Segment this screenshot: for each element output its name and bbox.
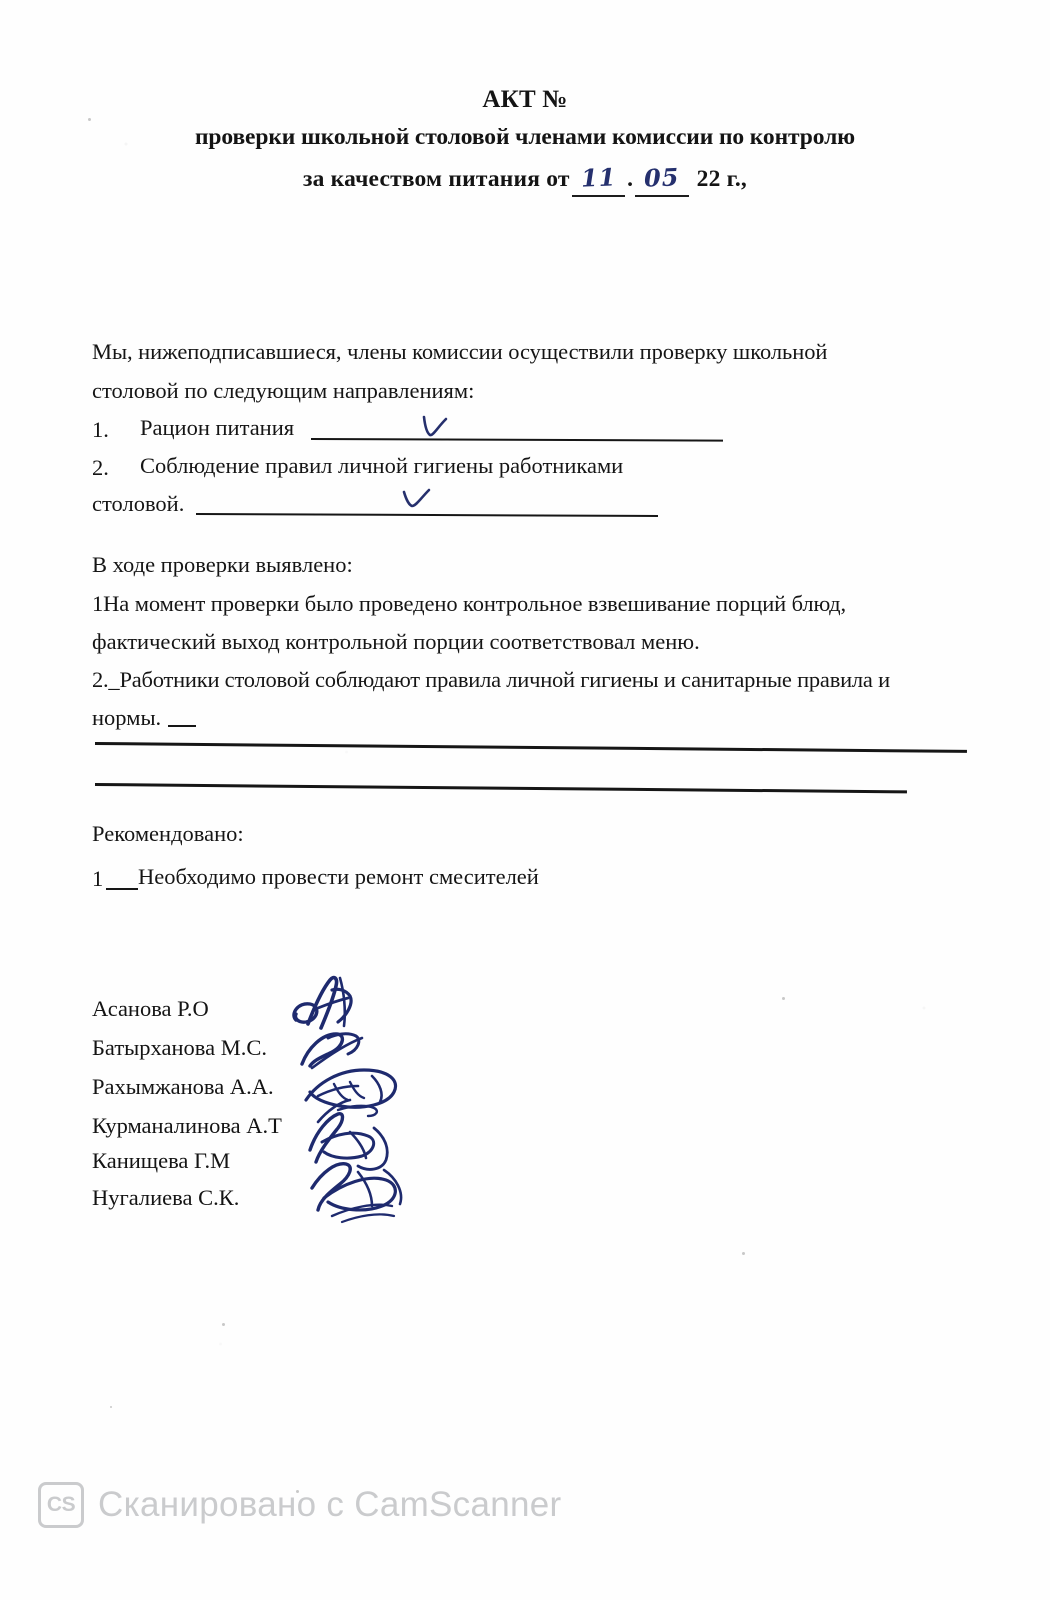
findings-item-1-line-2: фактический выход контрольной порции соответствовал меню. xyxy=(92,629,700,654)
subtitle-prefix: за качеством питания от xyxy=(303,166,570,192)
scan-speckle xyxy=(88,118,91,121)
findings-heading: В ходе проверки выявлено: xyxy=(92,552,353,577)
document-subtitle-line1: проверки школьной столовой членами комиссии по контролю xyxy=(194,124,856,150)
direction-1-number: 1. xyxy=(92,417,109,442)
findings-item-2-line-2: нормы. xyxy=(92,705,162,730)
direction-1-label: Рацион питания xyxy=(140,415,295,440)
direction-2-label-wrap: столовой. xyxy=(92,491,185,516)
date-separator: . xyxy=(627,166,634,192)
findings-item-1-line-1: 1На момент проверки было проведено контрольное взвешивание порций блюд, xyxy=(92,591,846,616)
direction-1-blank-rule xyxy=(311,438,723,442)
camscanner-logo-icon: CS xyxy=(38,1482,84,1528)
signatory-name-4: Курманалинова А.Т xyxy=(92,1113,282,1138)
handwritten-month: 05 xyxy=(643,162,681,193)
intro-line-1: Мы, нижеподписавшиеся, члены комиссии осуществили проверку школьной xyxy=(92,339,828,364)
handwritten-day: 11 xyxy=(580,162,617,193)
camscanner-watermark xyxy=(38,1482,562,1528)
recommendation-1-gap-rule xyxy=(106,888,138,890)
recommendation-1-number: 1 xyxy=(92,866,104,891)
document-subtitle-line2 xyxy=(0,163,1050,197)
recommendation-1-text: Необходимо провести ремонт смесителей xyxy=(138,864,539,889)
subtitle-suffix: 22 г., xyxy=(696,166,747,192)
findings-item-2-trailing-rule xyxy=(168,725,196,727)
date-day-field[interactable] xyxy=(572,163,625,197)
signatory-name-6: Нугалиева С.К. xyxy=(92,1185,240,1210)
date-month-field[interactable] xyxy=(635,163,688,197)
findings-item-2-line-1: 2._Работники столовой соблюдают правила личной гигиены и санитарные правила и xyxy=(92,667,890,692)
signatory-name-3: Рахымжанова А.А. xyxy=(92,1074,274,1099)
scan-speckle xyxy=(742,1252,745,1255)
signatory-name-5: Канищева Г.М xyxy=(92,1148,231,1173)
document-title: АКТ № xyxy=(482,86,568,113)
scan-speckle xyxy=(110,1406,112,1408)
scan-speckle xyxy=(222,1323,225,1326)
handwritten-check-direction-2 xyxy=(401,486,433,512)
handwritten-signatures xyxy=(288,972,448,1237)
signatory-name-1: Асанова Р.О xyxy=(92,996,209,1021)
recommendations-heading: Рекомендовано: xyxy=(92,821,244,846)
intro-line-2: столовой по следующим направлениям: xyxy=(92,378,475,403)
direction-2-label: Соблюдение правил личной гигиены работниками xyxy=(140,453,624,478)
blank-rule-1 xyxy=(95,742,967,753)
handwritten-check-direction-1 xyxy=(421,414,451,440)
blank-rule-2 xyxy=(95,783,907,793)
camscanner-watermark-text: Сканировано с CamScanner xyxy=(98,1485,562,1524)
direction-2-blank-rule xyxy=(196,513,658,517)
scan-speckle xyxy=(782,997,785,1000)
signatory-name-2: Батырханова М.С. xyxy=(92,1035,267,1060)
direction-2-number: 2. xyxy=(92,455,109,480)
